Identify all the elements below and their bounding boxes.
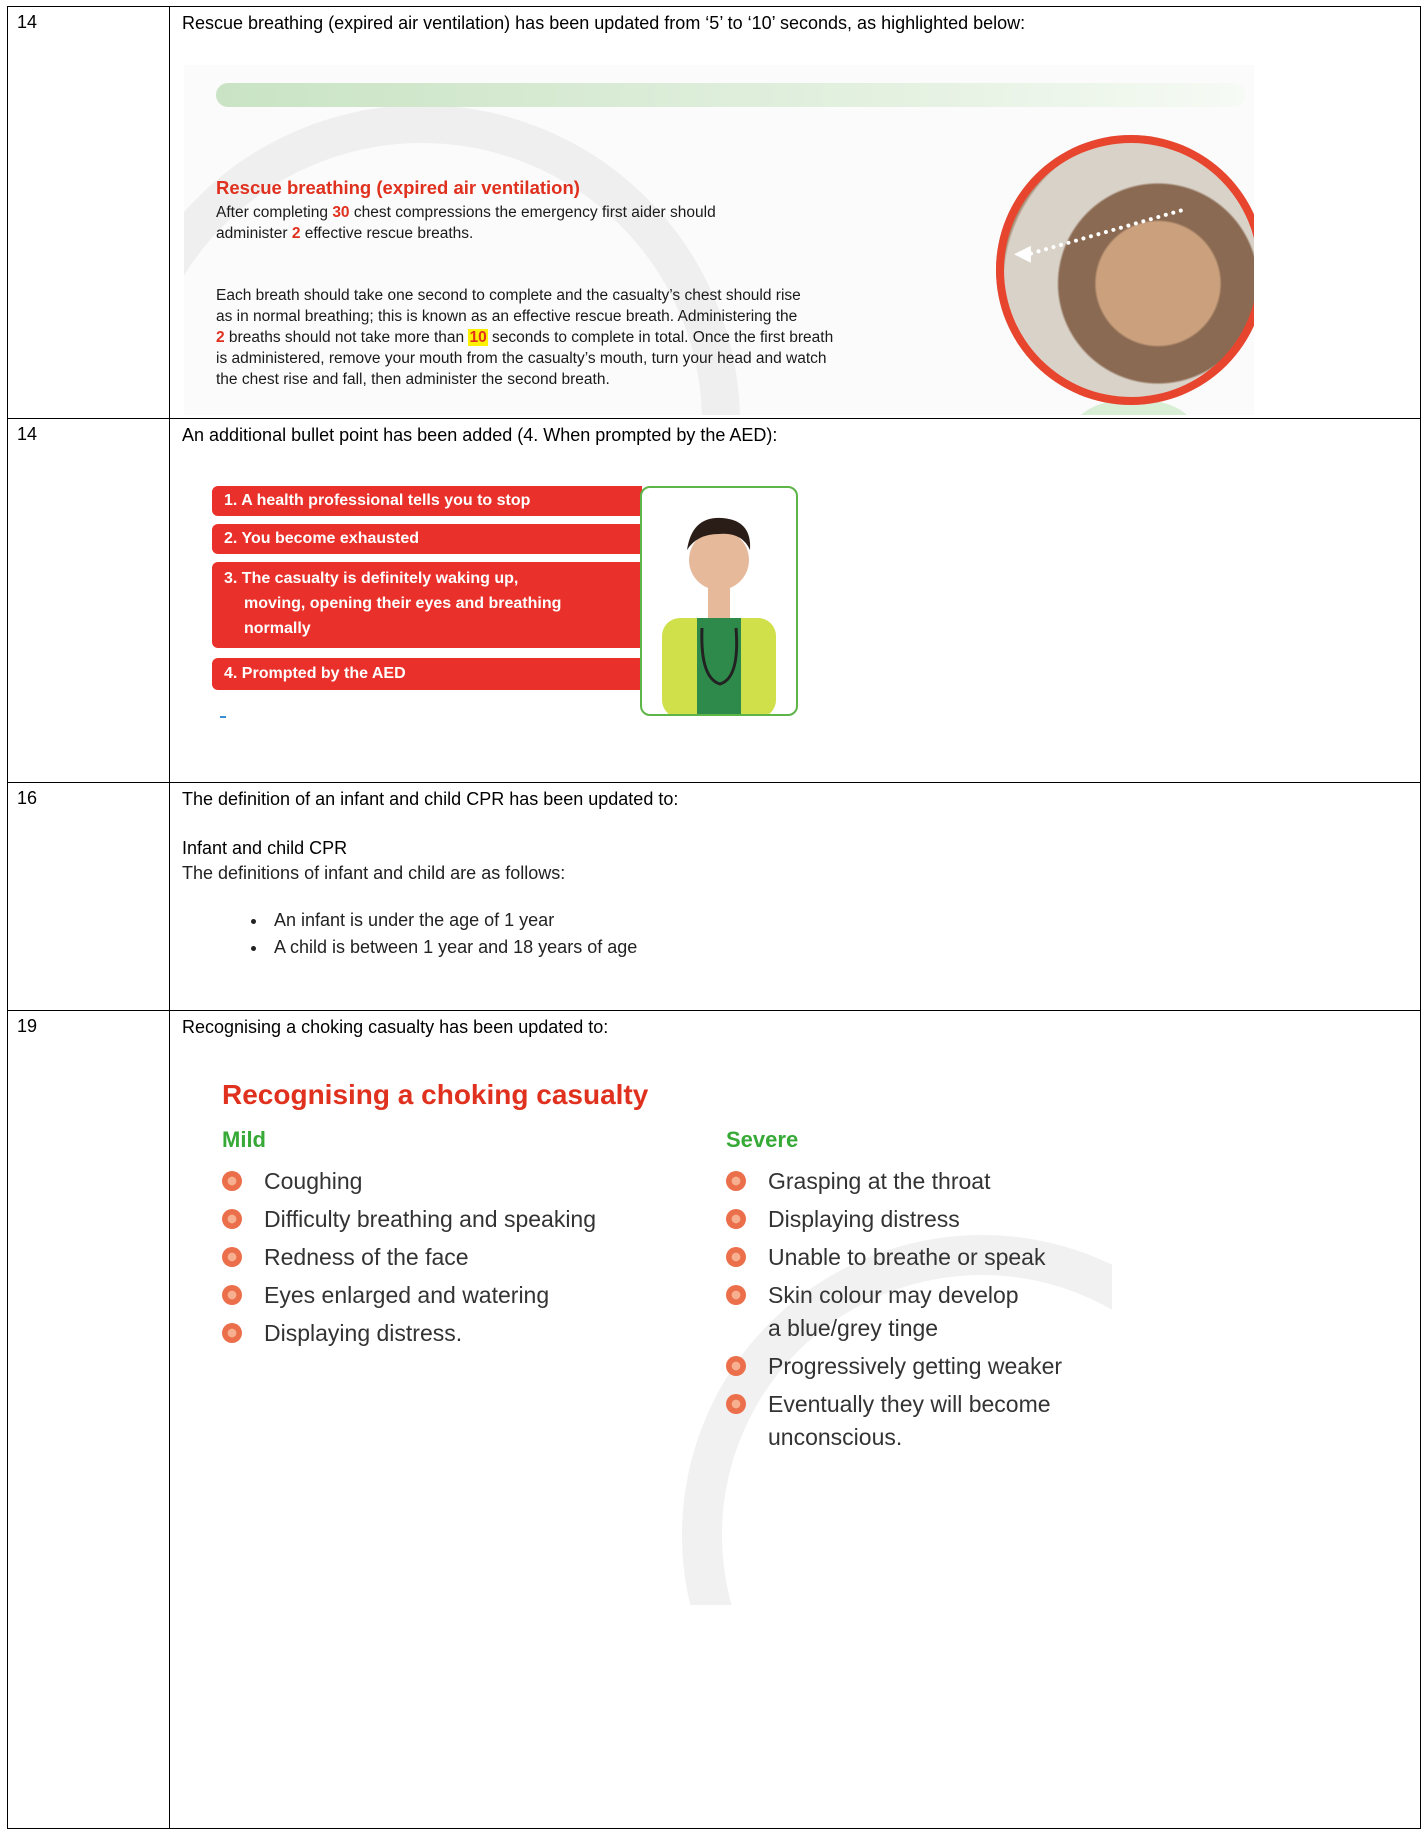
highlighted-seconds: 10 — [469, 329, 487, 346]
bullet-icon — [222, 1285, 242, 1305]
dotted-arrow — [1029, 208, 1184, 256]
excerpt-heading: Recognising a choking casualty — [222, 1079, 649, 1110]
list-item — [222, 1203, 596, 1236]
text-run: Each breath should take one second to complete and the casualty’s chest should rise — [216, 287, 801, 304]
mild-list — [222, 1165, 596, 1355]
list-item-line: moving, opening their eyes and breathing — [244, 595, 562, 612]
text-run: as in normal breathing; this is known as an effective rescue breath. Administering the — [216, 308, 798, 325]
list-item: 4. Prompted by the AED — [212, 658, 642, 690]
list-item — [726, 1241, 1062, 1274]
list-item-text: Redness of the face — [264, 1244, 469, 1270]
decorative-bar — [216, 83, 1246, 107]
list-item-text: Progressively getting weaker — [768, 1353, 1063, 1379]
text-run: breaths should not take more than — [224, 329, 469, 346]
first-aider-photo — [640, 486, 798, 716]
page-number: 14 — [8, 7, 170, 419]
list-item-text: Coughing — [264, 1168, 363, 1194]
bullet-icon — [726, 1356, 746, 1376]
text-run: seconds to complete in total. Once the first breath — [487, 329, 834, 346]
list-item-line: normally — [244, 620, 311, 637]
change-cell — [170, 783, 1421, 1011]
severe-heading: Severe — [726, 1127, 799, 1152]
text-run: effective rescue breaths. — [300, 225, 474, 242]
bullet-icon — [726, 1247, 746, 1267]
text-run: administer — [216, 225, 292, 242]
list-item-text: Eventually they will become — [768, 1391, 1051, 1417]
bullet-icon — [726, 1394, 746, 1414]
bullet-icon — [222, 1247, 242, 1267]
list-item — [726, 1388, 1062, 1454]
list-item: • A child is between 1 year and 18 years of age — [268, 937, 1420, 958]
list-item-text: Skin colour may develop — [768, 1282, 1019, 1308]
bullet-icon — [726, 1285, 746, 1305]
stop-cpr-list — [212, 486, 794, 716]
bullet-icon — [222, 1209, 242, 1229]
changes-table — [7, 6, 1421, 1829]
list-item — [726, 1350, 1062, 1383]
text-run: chest compressions the emergency first aider should — [349, 204, 716, 221]
change-cell — [170, 419, 1421, 783]
severe-list — [726, 1165, 1062, 1459]
bullet-icon — [726, 1171, 746, 1191]
excerpt-paragraph-2 — [216, 285, 833, 390]
definition-list — [170, 910, 1420, 958]
list-item — [222, 1241, 596, 1274]
list-item: 1. A health professional tells you to stop — [212, 486, 642, 516]
list-item: • An infant is under the age of 1 year — [268, 910, 1420, 931]
list-item-text: Grasping at the throat — [768, 1168, 991, 1194]
list-item — [726, 1165, 1062, 1198]
list-item-text: Displaying distress. — [264, 1320, 463, 1346]
bullet-icon — [222, 1171, 242, 1191]
subheading: Infant and child CPR — [182, 838, 348, 858]
list-item-text: Unable to breathe or speak — [768, 1244, 1046, 1270]
decorative-dash — [220, 716, 226, 718]
change-cell — [170, 1011, 1421, 1829]
change-cell — [170, 7, 1421, 419]
list-item — [222, 1279, 596, 1312]
table-row — [8, 7, 1421, 419]
list-item: 2. You become exhausted — [212, 524, 642, 554]
table-row — [8, 419, 1421, 783]
change-description: An additional bullet point has been added (4. When prompted by the AED): — [182, 425, 778, 445]
text-run: is administered, remove your mouth from the casualty’s mouth, turn your head and watch — [216, 350, 827, 367]
list-item-text: unconscious. — [768, 1424, 903, 1450]
highlight-number: 30 — [332, 204, 350, 221]
bullet-icon — [222, 1323, 242, 1343]
list-item — [222, 1317, 596, 1350]
definition-lead: The definitions of infant and child are as follows: — [182, 863, 566, 883]
list-item-text: Displaying distress — [768, 1206, 960, 1232]
excerpt-paragraph-1 — [216, 202, 716, 244]
choking-excerpt — [212, 1075, 1112, 1605]
mild-heading: Mild — [222, 1127, 266, 1152]
text-run: After completing — [216, 204, 333, 221]
bullet-icon — [726, 1209, 746, 1229]
change-description: Rescue breathing (expired air ventilation) has been updated from ‘5’ to ‘10’ seconds, as highlighted below: — [182, 13, 1026, 33]
rescue-breathing-excerpt — [184, 65, 1254, 415]
page-number: 19 — [8, 1011, 170, 1829]
list-item-text: Eyes enlarged and watering — [264, 1282, 550, 1308]
table-row — [8, 783, 1421, 1011]
list-item — [726, 1279, 1062, 1345]
arrow-head-icon: ◀ — [1014, 240, 1031, 265]
page-number: 16 — [8, 783, 170, 1011]
rescue-breath-photo — [996, 135, 1254, 405]
list-item — [212, 562, 642, 648]
list-item-line: 3. The casualty is definitely waking up, — [224, 570, 519, 587]
page-number: 14 — [8, 419, 170, 783]
paramedic-illustration — [642, 488, 796, 714]
list-item — [726, 1203, 1062, 1236]
table-row — [8, 1011, 1421, 1829]
excerpt-heading: Rescue breathing (expired air ventilation) — [216, 177, 580, 198]
change-description: Recognising a choking casualty has been updated to: — [182, 1017, 609, 1037]
change-description: The definition of an infant and child CPR has been updated to: — [182, 789, 679, 809]
list-item — [222, 1165, 596, 1198]
highlight-number: 2 — [216, 329, 225, 346]
list-item-text: a blue/grey tinge — [768, 1315, 939, 1341]
text-run: the chest rise and fall, then administer the second breath. — [216, 371, 610, 388]
highlight-number: 2 — [291, 225, 301, 242]
list-item-text: Difficulty breathing and speaking — [264, 1206, 597, 1232]
